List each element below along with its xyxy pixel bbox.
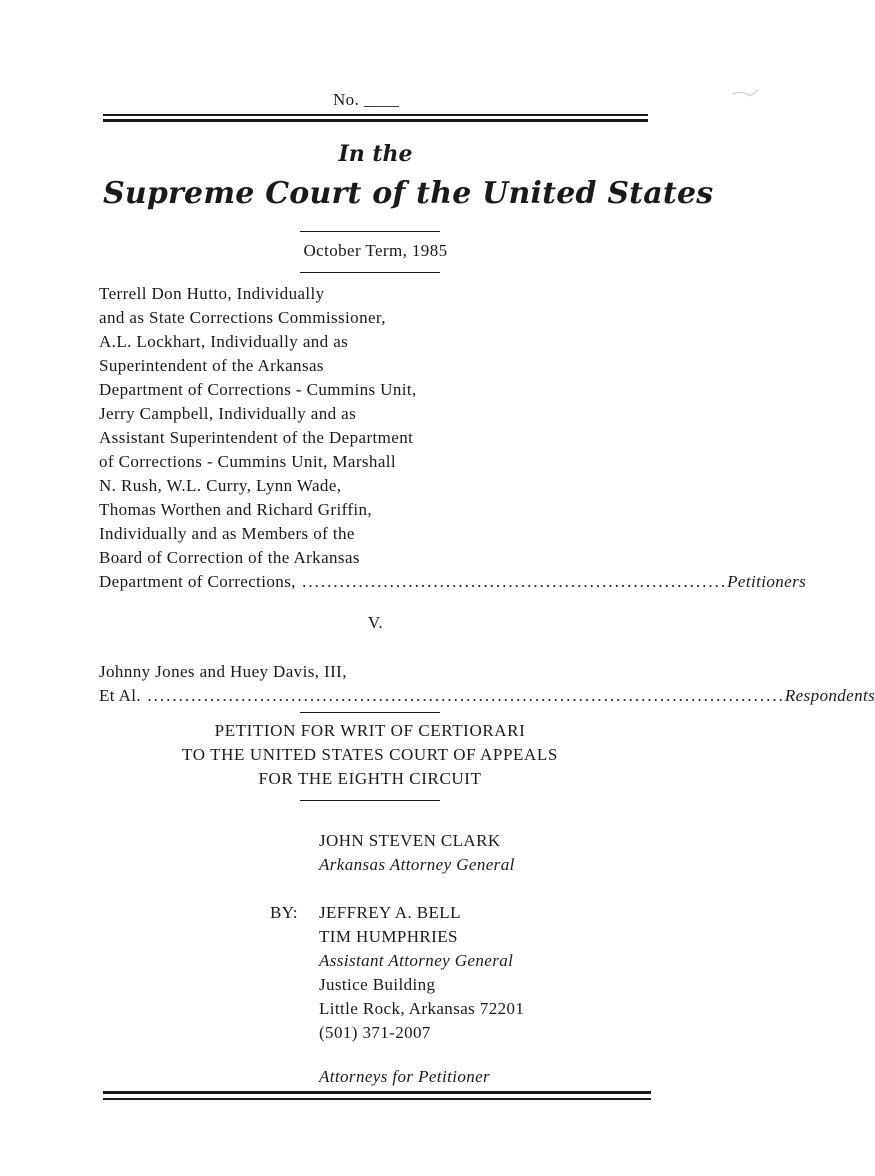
- petitioner-line: of Corrections - Cummins Unit, Marshall: [99, 452, 397, 471]
- petitioner-last-row: [99, 570, 807, 594]
- respondent-last-line: Et Al.: [99, 686, 142, 705]
- versus: V.: [367, 613, 384, 632]
- petitioner-line: Board of Correction of the Arkansas: [99, 548, 360, 567]
- top-rule-1: [103, 114, 648, 116]
- attorney-general: [319, 829, 515, 877]
- docket-number: [333, 88, 400, 112]
- by-label: BY:: [270, 903, 298, 922]
- petitioner-line: Assistant Superintendent of the Department: [99, 428, 414, 447]
- address-line: Little Rock, Arkansas 72201: [319, 999, 525, 1018]
- petition-title-line: FOR THE EIGHTH CIRCUIT: [258, 769, 482, 788]
- petitioner-line: and as State Corrections Commissioner,: [99, 308, 386, 327]
- petitioner-line: A.L. Lockhart, Individually and as: [99, 332, 349, 351]
- term-rule-bottom: [300, 272, 440, 273]
- ag-name: JOHN STEVEN CLARK: [319, 831, 501, 850]
- bottom-rule-1: [103, 1091, 651, 1094]
- petition-title-line: PETITION FOR WRIT OF CERTIORARI: [214, 721, 526, 740]
- petitioner-line: Thomas Worthen and Richard Griffin,: [99, 500, 373, 519]
- court-name: Supreme Court of the United States: [103, 176, 714, 211]
- in-the-heading: In the: [338, 141, 413, 167]
- petitioner-last-line: Department of Corrections,: [99, 572, 296, 591]
- term: October Term, 1985: [303, 241, 448, 260]
- respondent-line: Johnny Jones and Huey Davis, III,: [99, 662, 347, 681]
- petitioner-line: Superintendent of the Arkansas: [99, 356, 324, 375]
- petitioners-designation: Petitioners: [727, 572, 807, 591]
- dot-leader: ......................................................................................................: [141, 686, 785, 705]
- top-rule-2: [103, 119, 648, 122]
- bottom-rule-2: [103, 1098, 651, 1100]
- counsel-name: JEFFREY A. BELL: [319, 903, 461, 922]
- dot-leader: ....................................................................: [295, 572, 728, 591]
- docket-label: No.: [333, 90, 360, 109]
- petition-title: [90, 719, 650, 791]
- respondents-block: [99, 660, 875, 708]
- respondents-designation: Respondents: [784, 686, 875, 705]
- petition-rule-bottom: [300, 800, 440, 801]
- address-line: (501) 371-2007: [319, 1023, 431, 1042]
- attorneys-role: Attorneys for Petitioner: [319, 1067, 491, 1086]
- counsel-title: Assistant Attorney General: [319, 951, 514, 970]
- petitioner-line: Terrell Don Hutto, Individually: [99, 284, 325, 303]
- petitioner-line: Department of Corrections - Cummins Unit,: [99, 380, 417, 399]
- petitioners-block: [99, 282, 807, 594]
- counsel-name: TIM HUMPHRIES: [319, 927, 458, 946]
- petition-title-line: TO THE UNITED STATES COURT OF APPEALS: [182, 745, 558, 764]
- assistant-counsel: [319, 901, 524, 1045]
- petitioner-line: Jerry Campbell, Individually and as: [99, 404, 357, 423]
- petition-rule-top: [300, 712, 440, 713]
- respondent-last-row: [99, 684, 875, 708]
- scan-mark: [728, 84, 768, 114]
- address-line: Justice Building: [319, 975, 436, 994]
- petitioner-line: N. Rush, W.L. Curry, Lynn Wade,: [99, 476, 342, 495]
- ag-title: Arkansas Attorney General: [319, 855, 515, 874]
- docket-blank: ____: [363, 90, 400, 109]
- term-rule-top: [300, 231, 440, 232]
- petitioner-line: Individually and as Members of the: [99, 524, 355, 543]
